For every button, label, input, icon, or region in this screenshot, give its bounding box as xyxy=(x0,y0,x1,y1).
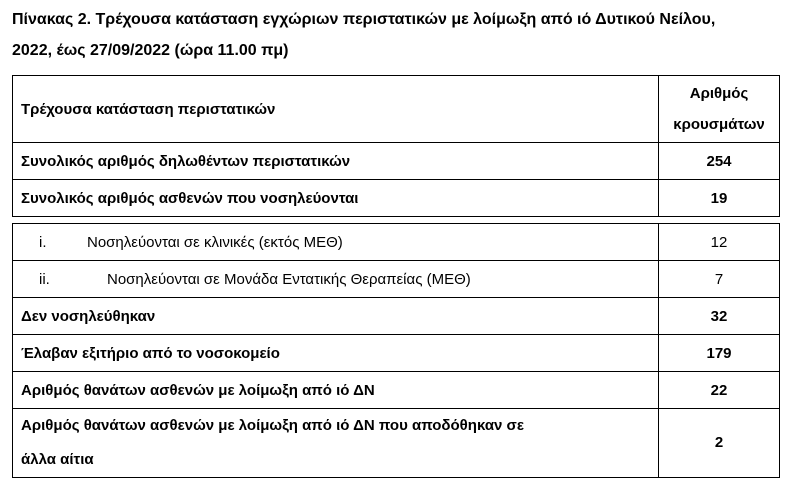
table-gap xyxy=(13,217,780,224)
table-row xyxy=(13,335,780,372)
header-count-line-2: κρουσμάτων xyxy=(673,116,765,133)
table-row xyxy=(13,409,780,478)
row-label-text: Νοσηλεύονται σε κλινικές (εκτός ΜΕΘ) xyxy=(87,233,343,251)
table-row xyxy=(13,180,780,217)
row-label: Έλαβαν εξιτήριο από το νοσοκομείο xyxy=(13,335,659,372)
row-label: Δεν νοσηλεύθηκαν xyxy=(13,298,659,335)
row-value: 7 xyxy=(659,261,780,298)
row-label xyxy=(13,224,659,261)
header-count-line-1: Αριθμός xyxy=(689,85,749,102)
table-row xyxy=(13,261,780,298)
row-label: Συνολικός αριθμός δηλωθέντων περιστατικών xyxy=(13,143,659,180)
row-label: Αριθμός θανάτων ασθενών με λοίμωξη από ιό ΔΝ xyxy=(13,372,659,409)
table-row xyxy=(13,143,780,180)
row-label-line-1: Αριθμός θανάτων ασθενών με λοίμωξη από ιό ΔΝ που αποδόθηκαν σε xyxy=(21,417,524,434)
table-caption xyxy=(12,4,784,66)
row-label xyxy=(13,409,659,478)
table-row xyxy=(13,372,780,409)
row-marker: ii. xyxy=(39,270,50,288)
table-row xyxy=(13,224,780,261)
table-row xyxy=(13,298,780,335)
caption-line-2: 2022, έως 27/09/2022 (ώρα 11.00 πμ) xyxy=(12,42,289,59)
header-status-label: Τρέχουσα κατάσταση περιστατικών xyxy=(13,76,659,143)
row-value: 254 xyxy=(659,143,780,180)
row-value: 12 xyxy=(659,224,780,261)
row-label xyxy=(13,261,659,298)
row-value: 179 xyxy=(659,335,780,372)
row-marker: i. xyxy=(39,233,47,251)
row-value: 22 xyxy=(659,372,780,409)
row-label-line-2: άλλα αίτια xyxy=(21,451,94,468)
row-label-text: Νοσηλεύονται σε Μονάδα Εντατικής Θεραπείας (ΜΕΘ) xyxy=(107,270,471,288)
row-value: 32 xyxy=(659,298,780,335)
header-count-label xyxy=(659,76,780,143)
row-label: Συνολικός αριθμός ασθενών που νοσηλεύονται xyxy=(13,180,659,217)
cases-status-table xyxy=(12,75,780,478)
caption-line-1: Πίνακας 2. Τρέχουσα κατάσταση εγχώριων περιστατικών με λοίμωξη από ιό Δυτικού Νείλου, xyxy=(12,11,716,28)
row-value: 2 xyxy=(659,409,780,478)
table-header-row xyxy=(13,76,780,143)
row-value: 19 xyxy=(659,180,780,217)
